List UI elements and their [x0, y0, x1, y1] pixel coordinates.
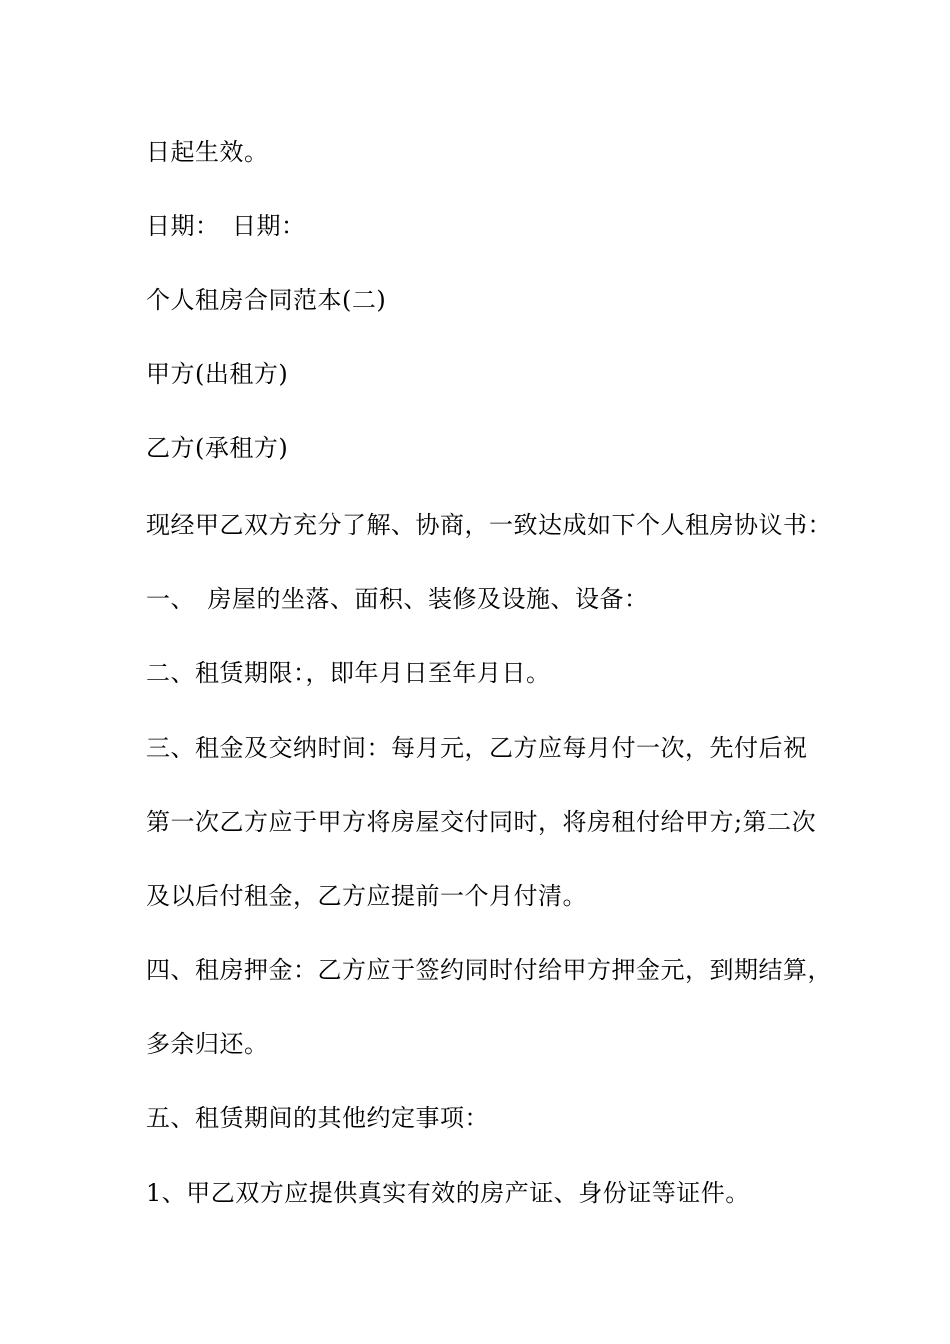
clause-heading: 四、租房押金：乙方应于签约同时付给甲方押金元，到期结算，: [146, 956, 832, 984]
party-b-label: 乙方(承租方): [146, 434, 289, 462]
clause-heading: 一、 房屋的坐落、面积、装修及设施、设备：: [146, 585, 649, 613]
text-line: 现经甲乙双方充分了解、协商，一致达成如下个人租房协议书：: [146, 511, 832, 539]
clause-heading: 五、租赁期间的其他约定事项：: [146, 1104, 489, 1132]
clause-heading: 三、租金及交纳时间：每月元，乙方应每月付一次，先付后祝: [146, 734, 808, 762]
text-line: 及以后付租金，乙方应提前一个月付清。: [146, 882, 587, 910]
text-line: 日期： 日期：: [146, 212, 306, 240]
party-a-label: 甲方(出租方): [146, 360, 289, 388]
text-line: 日起生效。: [146, 138, 269, 166]
text-line: 多余归还。: [146, 1030, 269, 1058]
section-title: 个人租房合同范本(二): [146, 286, 387, 314]
clause-heading: 二、租赁期限：，即年月日至年月日。: [146, 659, 551, 687]
text-line: 第一次乙方应于甲方将房屋交付同时，将房租付给甲方;第二次: [146, 808, 817, 836]
list-item: 1、甲乙双方应提供真实有效的房产证、身份证等证件。: [146, 1179, 750, 1207]
